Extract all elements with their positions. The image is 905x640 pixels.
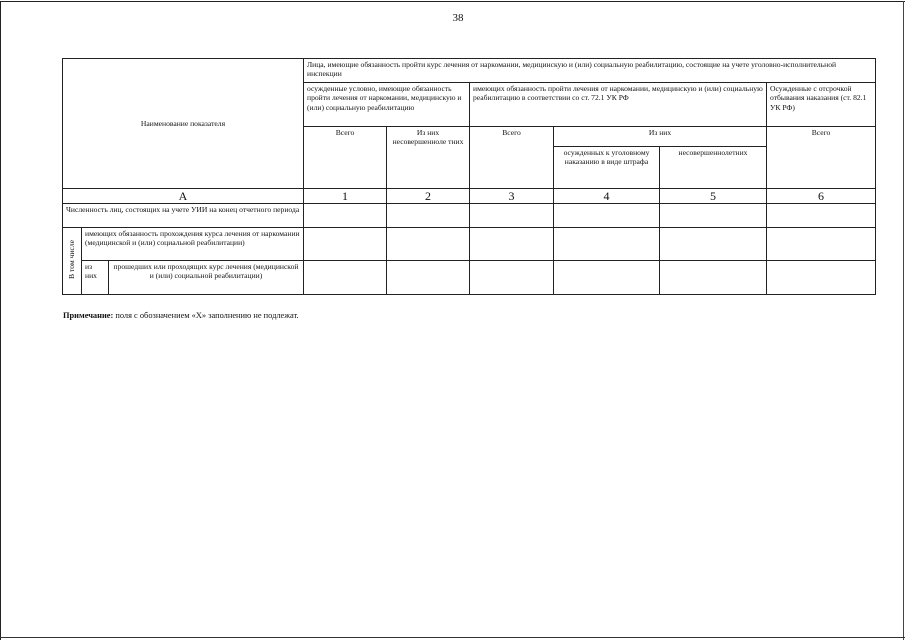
table-cell	[470, 228, 554, 261]
table-cell	[304, 261, 387, 295]
header-conditional: осужденные условно, имеющие обязанность пройти лечения от наркомании, медицинскую и (или) социальную реабилитацию	[304, 83, 470, 127]
table-cell	[387, 261, 470, 295]
table-row	[63, 228, 876, 261]
group-header: Лица, имеющие обязанность пройти курс лечения от наркомании, медицинскую и (или) социальную реабилитацию, состоящие на учете уголовно-исполнительной инспекции	[304, 59, 876, 83]
including-label: В том числе	[67, 240, 77, 280]
table-cell	[767, 261, 876, 295]
table-cell	[304, 204, 387, 228]
table-cell	[470, 204, 554, 228]
page-border-right	[903, 1, 904, 640]
table-cell	[554, 228, 660, 261]
col-letter-1: 1	[304, 189, 387, 204]
table-cell	[387, 228, 470, 261]
row-label-obliged: имеющих обязанность прохождения курса лечения от наркомании (медицинской и (или) социальной реабилитации)	[82, 228, 304, 261]
footnote-label: Примечание:	[63, 311, 114, 320]
row-label-of-them: из них	[82, 261, 109, 295]
col-letter-2: 2	[387, 189, 470, 204]
table-cell	[660, 228, 767, 261]
header-fined: осужденных к уголовному наказанию в виде штрафа	[554, 147, 660, 189]
indicator-header: Наименование показателя	[63, 59, 304, 189]
footnote-text: поля с обозначением «Х» заполнению не подлежат.	[113, 311, 299, 320]
table-cell	[470, 261, 554, 295]
report-table	[62, 58, 876, 295]
header-art-72-1: имеющих обязанность пройти лечения от наркомании, медицинскую и (или) социальную реабилитацию в соответствии со ст. 72.1 УК РФ	[470, 83, 767, 127]
table-cell	[304, 228, 387, 261]
col-letter-6: 6	[767, 189, 876, 204]
page-number: 38	[452, 12, 464, 24]
header-of-them-minors: Из них несовершенноле тних	[387, 127, 470, 189]
col-letter-4: 4	[554, 189, 660, 204]
col-letter-3: 3	[470, 189, 554, 204]
header-total-3: Всего	[470, 127, 554, 189]
table-cell	[554, 261, 660, 295]
including-cell	[63, 228, 82, 295]
row-label-undergoing: прошедших или проходящих курс лечения (медицинской и (или) социальной реабилитации)	[109, 261, 304, 295]
header-minors: несовершеннолетних	[660, 147, 767, 189]
table-row	[63, 261, 876, 295]
table-cell	[387, 204, 470, 228]
page-border-left	[0, 1, 1, 640]
page-border-bottom	[0, 637, 905, 638]
table-cell	[554, 204, 660, 228]
table-row	[63, 204, 876, 228]
header-total-6: Всего	[767, 127, 876, 189]
table-cell	[767, 204, 876, 228]
row-label-count: Численность лиц, состоящих на учете УИИ на конец отчетного периода	[63, 204, 304, 228]
page-border-top	[0, 1, 905, 2]
table-cell	[767, 228, 876, 261]
table-cell	[660, 204, 767, 228]
table-cell	[660, 261, 767, 295]
header-total-1: Всего	[304, 127, 387, 189]
col-letter-a: А	[63, 189, 304, 204]
header-deferred: Осужденные с отсрочкой отбывания наказания (ст. 82.1 УК РФ)	[767, 83, 876, 127]
header-of-them: Из них	[554, 127, 767, 147]
footnote	[63, 311, 299, 320]
col-letter-5: 5	[660, 189, 767, 204]
